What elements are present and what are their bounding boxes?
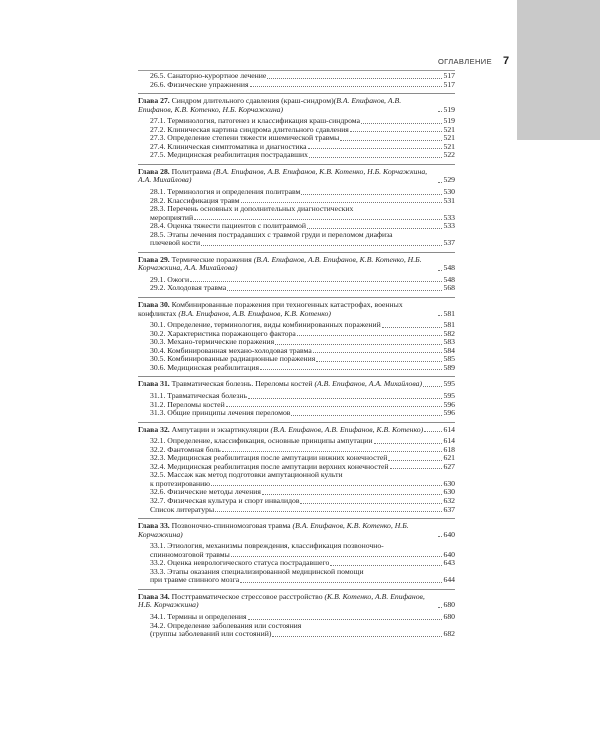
toc-entry-title: 27.2. Клиническая картина синдрома длительного сдавления [150,124,349,134]
dot-leader [313,352,443,353]
chapter-title: Комбинированные поражения при техногенных катастрофах, военных конфликтах [138,300,403,318]
toc-entry-page-number: 637 [443,504,455,514]
dot-leader [388,460,442,461]
toc-entry-title: 30.1. Определение, терминология, виды комбинированных поражений [150,320,381,330]
chapter-heading-text [138,168,437,185]
toc-entry-page-number: 585 [443,354,455,364]
toc-entry-page-number: 537 [443,238,455,248]
chapter-page-number: 640 [443,529,455,539]
toc-entry-title: 32.3. Медицинская реабилитация после ампутации нижних конечностей [150,453,388,463]
chapter-authors: (В.А. Епифанов, А.В. Епифанов, К.В. Котенко, Н.Б. Корчажкина, А.А. Михайлова) [138,254,422,273]
chapter-heading-text [138,97,437,114]
toc-entry-page-number: 627 [443,461,455,471]
chapter-heading-row [138,380,455,389]
toc-entry-title: 27.5. Медицинская реабилитация пострадавших [150,150,308,160]
chapter-heading-row [138,593,455,610]
toc-entry-page-number: 583 [443,337,455,347]
toc-entry-page-number: 521 [443,133,455,143]
chapter-title: Посттравматическое стрессовое расстройство [169,591,325,601]
dot-leader [272,636,442,637]
toc-entry-title: 30.2. Характеристика поражающего фактора [150,328,296,338]
dot-leader [350,131,443,132]
chapter-title: Синдром длительного сдавления (краш-синдром) [169,96,334,106]
toc-entry-title: 30.5. Комбинированные радиационные поражения [150,354,316,364]
toc-entry-title: 27.1. Терминология, патогенез и классификация краш-синдрома [150,116,361,126]
dot-leader [438,607,442,608]
dot-leader [301,194,442,195]
chapter-authors: (А.В. Епифанов, А.А. Михайлова) [314,379,423,389]
toc-entry-title: плечевой кости [150,238,201,248]
toc-chapter-group [138,256,455,298]
chapter-authors: (В.А. Епифанов, А.В. Епифанов, К.В. Котенко, Н.Б. Корчажкина) [138,96,402,114]
toc-entry-page-number: 519 [443,116,455,126]
dot-leader [250,86,443,87]
toc-entry-title: (группы заболеваний или состояний) [150,629,272,639]
dot-leader [423,386,442,387]
toc-entry-page-number: 531 [443,195,455,205]
dot-leader [211,485,442,486]
toc-entry-title: 29.2. Холодовая травма [150,283,227,293]
chapter-heading-text [138,593,437,610]
toc-entry-line: 28.3. Перечень основных и дополнительных диагностических [150,204,354,214]
toc-entry [138,630,455,639]
dot-leader [240,582,442,583]
toc-entry-page-number: 517 [443,71,455,80]
toc-entry-page-number: 589 [443,362,455,372]
chapter-title: Политравма [169,166,214,176]
toc-entry [138,284,455,293]
chapter-authors: (К.В. Котенко, А.В. Епифанов, Н.Б. Корчажкина) [138,591,425,610]
dot-leader [330,565,442,566]
toc-entry [138,239,455,248]
chapter-page-number: 529 [443,175,455,185]
toc-entry-page-number: 584 [443,345,455,355]
toc-entry-title: 26.5. Санаторно-курортное лечение [150,71,267,80]
dot-leader [215,511,442,512]
toc-entry-title: 28.2. Классификация травм [150,195,240,205]
dot-leader [262,494,443,495]
toc-entry-title: 34.1. Термины и определения [150,611,247,621]
toc-chapter-group [138,72,455,94]
dot-leader [201,245,442,246]
page-number: 7 [503,55,510,67]
chapter-authors: (В.А. Епифанов, А.В. Епифанов, К.В. Котенко) [178,308,331,318]
chapter-page-number: 595 [443,379,455,389]
dot-leader [316,361,442,362]
toc-entry-page-number: 596 [443,408,455,418]
chapter-authors: (В.А. Епифанов, К.В. Котенко, Н.Б. Корчажкина) [138,521,409,539]
toc-entry-page-number: 581 [443,320,455,330]
chapter-number: Глава 28. [138,166,170,176]
dot-leader [194,219,442,220]
toc-entry-page-number: 533 [443,212,455,222]
toc-entry-line: 28.5. Этапы лечения пострадавших с травмой груди и переломом диафиза [150,229,393,239]
toc-entry [138,151,455,160]
dot-leader [390,468,443,469]
dot-leader [438,536,442,537]
toc-chapter-group [138,301,455,377]
dot-leader [297,335,443,336]
toc-entry-page-number: 630 [443,487,455,497]
table-of-contents [138,72,455,646]
dot-leader [340,140,442,141]
toc-entry-page-number: 614 [443,436,455,446]
dot-leader [241,202,443,203]
toc-entry-page-number: 630 [443,478,455,488]
chapter-heading-text [138,301,437,318]
toc-entry-title: 30.3. Механо-термические поражения [150,337,275,347]
chapter-number: Глава 30. [138,300,170,310]
running-header-title: ОГЛАВЛЕНИЕ [437,57,492,66]
dot-leader [424,431,442,432]
toc-entry-title: Список литературы [150,504,215,514]
toc-entry-line: 33.1. Этиология, механизмы повреждения, классификация позвоночно- [150,541,384,551]
toc-entry-page-number: 632 [443,495,455,505]
toc-entry-page-number: 568 [443,283,455,293]
toc-chapter-group [138,593,455,643]
toc-entry-title: 31.3. Общие принципы лечения переломов [150,408,291,418]
toc-entry-title: 27.4. Клиническая симптоматика и диагностика [150,141,307,151]
chapter-title: Ампутации и экзартикуляции [169,424,271,434]
toc-entry-title: 31.1. Травматическая болезнь [150,390,247,400]
chapter-title: Травматическая болезнь. Переломы костей [169,379,315,389]
toc-chapter-group [138,522,455,590]
dot-leader [438,182,442,183]
chapter-heading-row [138,97,455,114]
chapter-page-number: 548 [443,263,455,273]
toc-entry-page-number: 521 [443,141,455,151]
toc-entry-title: 30.4. Комбинированная механо-холодовая травма [150,345,312,355]
toc-entry-page-number: 644 [443,575,455,585]
toc-entry-title: 32.4. Медицинская реабилитация после ампутации верхних конечностей [150,461,389,471]
chapter-number: Глава 32. [138,424,170,434]
chapter-page-number: 614 [443,424,455,434]
dot-leader [361,123,442,124]
chapter-heading-row [138,426,455,435]
dot-leader [248,398,442,399]
toc-entry-title: 29.1. Ожоги [150,274,190,284]
chapter-heading-text [138,426,423,435]
dot-leader [307,228,443,229]
toc-entry-title: 31.2. Переломы костей [150,399,225,409]
dot-leader [190,281,442,282]
chapter-heading-text [138,256,437,273]
toc-entry [138,506,455,515]
chapter-heading-row [138,301,455,318]
toc-entry-page-number: 643 [443,558,455,568]
dot-leader [260,369,442,370]
chapter-authors: (В.А. Епифанов, А.В. Епифанов, К.В. Котенко, Н.Б. Корчажкина, А.А. Михайлова) [138,166,428,185]
dot-leader [308,148,443,149]
dot-leader [382,327,443,328]
chapter-number: Глава 33. [138,521,170,531]
toc-entry [138,409,455,418]
toc-entry-title: мероприятий [150,212,194,222]
toc-entry-line: 33.3. Этапы оказания специализированной медицинской помощи [150,566,364,576]
toc-entry [138,81,455,90]
toc-entry-page-number: 582 [443,328,455,338]
toc-entry-page-number: 596 [443,399,455,409]
chapter-number: Глава 34. [138,591,170,601]
toc-entry-page-number: 530 [443,187,455,197]
dot-leader [227,290,442,291]
toc-entry-page-number: 640 [443,549,455,559]
toc-entry-line: 34.2. Определение заболевания или состояния [150,620,302,630]
chapter-page-number: 680 [443,600,455,610]
dot-leader [438,270,442,271]
chapter-number: Глава 29. [138,254,170,264]
chapter-number: Глава 27. [138,96,170,106]
dot-leader [248,619,443,620]
toc-entry-title: 33.2. Оценка неврологического статуса пострадавшего [150,558,330,568]
toc-entry [138,576,455,585]
toc-entry-title: 28.1. Терминология и определения политравм [150,187,301,197]
toc-chapter-group [138,97,455,165]
toc-entry-title: 27.3. Определение степени тяжести ишемической травмы [150,133,340,143]
dot-leader [291,415,442,416]
chapter-heading-text [138,380,422,389]
toc-entry-title: 28.4. Оценка тяжести пациентов с политравмой [150,221,306,231]
chapter-number: Глава 31. [138,379,170,389]
toc-entry-page-number: 533 [443,221,455,231]
dot-leader [438,111,442,112]
dot-leader [374,443,443,444]
toc-entry-page-number: 682 [443,629,455,639]
toc-entry-page-number: 595 [443,390,455,400]
toc-entry-page-number: 618 [443,444,455,454]
chapter-page-number: 581 [443,308,455,318]
chapter-title: Термические поражения [169,254,254,264]
toc-entry-title: при травме спинного мозга [150,575,240,585]
dot-leader [275,344,442,345]
toc-entry-page-number: 680 [443,611,455,621]
chapter-page-number: 519 [443,104,455,114]
toc-entry-title: 32.2. Фантомная боль [150,444,221,454]
toc-chapter-group [138,426,455,519]
chapter-heading-row [138,256,455,273]
toc-chapter-group [138,380,455,422]
toc-entry-title: 32.7. Физическая культура и спорт инвалидов [150,495,300,505]
dot-leader [222,451,443,452]
toc-entry-title: к протезированию [150,478,210,488]
dot-leader [231,556,443,557]
dot-leader [309,157,442,158]
toc-entry-line: 32.5. Массаж как метод подготовки ампутационной культи [150,470,343,480]
dot-leader [226,406,443,407]
dot-leader [300,503,442,504]
chapter-authors: (В.А. Епифанов, А.В. Епифанов, К.В. Котенко) [270,424,424,434]
dot-leader [267,78,442,79]
dot-leader [438,315,442,316]
toc-entry-page-number: 621 [443,453,455,463]
chapter-heading-text [138,522,437,539]
toc-entry-page-number: 521 [443,124,455,134]
toc-entry-title: 32.6. Физические методы лечения [150,487,261,497]
toc-entry-title: 26.6. Физические упражнения [150,79,249,89]
toc-entry-title: 30.6. Медицинская реабилитация [150,362,259,372]
toc-chapter-group [138,168,455,253]
toc-entry [138,364,455,373]
toc-entry-page-number: 548 [443,274,455,284]
toc-entry-title: 32.1. Определение, классификация, основные принципы ампутации [150,436,373,446]
toc-entry-page-number: 522 [443,150,455,160]
chapter-title: Позвоночно-спинномозговая травма [169,521,293,531]
chapter-heading-row [138,522,455,539]
chapter-heading-row [138,168,455,185]
toc-entry-title: спинномозговой травмы [150,549,230,559]
toc-entry-page-number: 517 [443,79,455,89]
